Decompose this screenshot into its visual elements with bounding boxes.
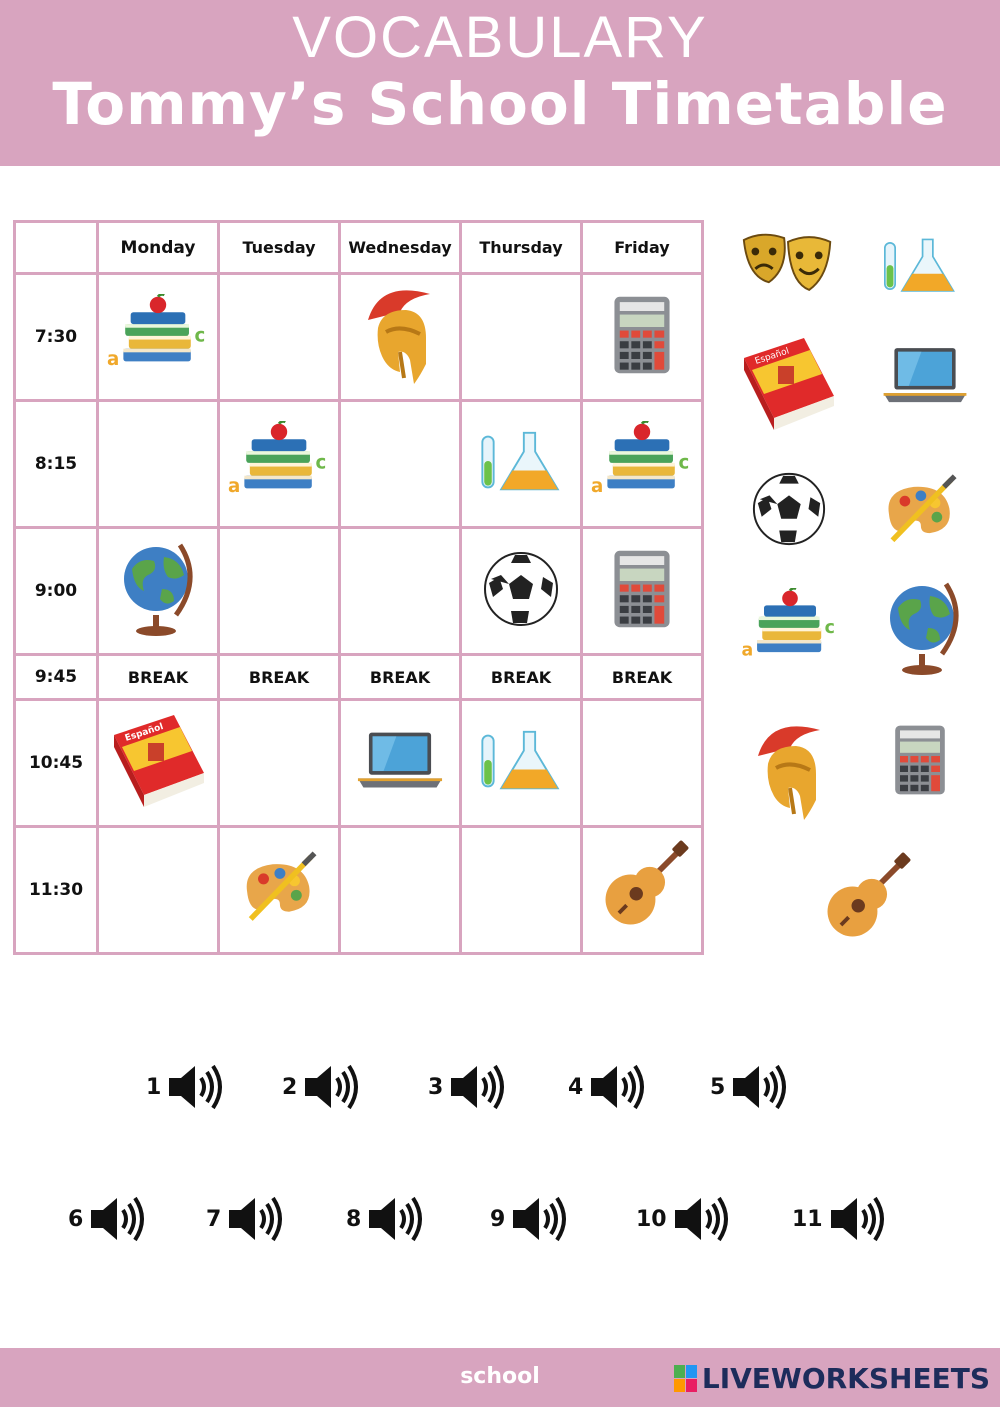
audio-number: 5 — [710, 1074, 726, 1100]
football-icon[interactable] — [750, 470, 828, 548]
drop-cell[interactable] — [582, 827, 703, 954]
audio-number: 10 — [636, 1206, 667, 1232]
speaker-icon — [587, 1062, 647, 1112]
helmet-icon[interactable] — [750, 716, 830, 826]
audio-button-5[interactable] — [710, 1062, 789, 1112]
audio-number: 6 — [68, 1206, 84, 1232]
drop-cell[interactable] — [219, 528, 340, 655]
timetable-header-row — [15, 222, 703, 274]
calculator-icon — [610, 549, 674, 629]
live-logo-icon — [674, 1365, 698, 1393]
audio-number: 4 — [568, 1074, 584, 1100]
audio-button-11[interactable] — [792, 1194, 887, 1244]
spanish-book-icon[interactable] — [738, 334, 838, 434]
helmet-icon — [360, 280, 440, 390]
break-cell: BREAK — [461, 655, 582, 700]
drop-cell[interactable] — [98, 274, 219, 401]
drop-cell[interactable] — [219, 827, 340, 954]
globe-icon[interactable] — [884, 578, 964, 678]
drop-cell[interactable] — [461, 700, 582, 827]
time-cell: 9:45 — [15, 655, 98, 700]
drop-cell[interactable] — [582, 700, 703, 827]
day-monday: Monday — [98, 222, 219, 274]
timetable-row — [15, 827, 703, 954]
laptop-icon[interactable] — [880, 344, 970, 408]
theatre-masks-icon[interactable] — [740, 228, 836, 300]
calculator-icon[interactable] — [888, 724, 952, 796]
drop-cell[interactable] — [98, 827, 219, 954]
topic-label: school — [460, 1364, 540, 1389]
vocabulary-heading: VOCABULARY — [292, 5, 708, 70]
audio-number: 1 — [146, 1074, 162, 1100]
drop-cell[interactable] — [340, 528, 461, 655]
audio-button-8[interactable] — [346, 1194, 425, 1244]
drop-cell[interactable] — [582, 528, 703, 655]
timetable-row — [15, 401, 703, 528]
break-cell: BREAK — [340, 655, 461, 700]
drop-cell[interactable] — [461, 827, 582, 954]
books-icon — [587, 421, 697, 503]
speaker-icon — [225, 1194, 285, 1244]
palette-icon — [238, 851, 320, 925]
speaker-icon — [301, 1062, 361, 1112]
drop-cell[interactable] — [340, 401, 461, 528]
day-wednesday: Wednesday — [340, 222, 461, 274]
audio-number: 2 — [282, 1074, 298, 1100]
guitar-icon — [594, 840, 690, 936]
liveworksheets-logo[interactable] — [674, 1362, 990, 1395]
football-icon — [481, 549, 561, 629]
time-cell: 9:00 — [15, 528, 98, 655]
time-cell: 8:15 — [15, 401, 98, 528]
break-row — [15, 655, 703, 700]
drop-cell[interactable] — [219, 274, 340, 401]
header-banner — [0, 0, 1000, 166]
drop-cell[interactable] — [219, 401, 340, 528]
footer-bar — [0, 1348, 1000, 1407]
audio-button-6[interactable] — [68, 1194, 147, 1244]
drop-cell[interactable] — [98, 401, 219, 528]
globe-icon — [118, 539, 198, 639]
audio-number: 7 — [206, 1206, 222, 1232]
drop-cell[interactable] — [582, 401, 703, 528]
day-tuesday: Tuesday — [219, 222, 340, 274]
palette-icon[interactable] — [880, 474, 960, 546]
guitar-icon[interactable] — [816, 852, 912, 948]
drop-cell[interactable] — [461, 528, 582, 655]
speaker-icon — [729, 1062, 789, 1112]
drop-cell[interactable] — [582, 274, 703, 401]
speaker-icon — [87, 1194, 147, 1244]
drop-cell[interactable] — [340, 274, 461, 401]
speaker-icon — [165, 1062, 225, 1112]
corner-cell — [15, 222, 98, 274]
audio-button-4[interactable] — [568, 1062, 647, 1112]
drop-cell[interactable] — [461, 274, 582, 401]
books-icon — [103, 294, 213, 376]
spanish-book-icon — [108, 711, 208, 811]
laptop-icon — [354, 729, 446, 793]
books-icon — [224, 421, 334, 503]
time-cell: 11:30 — [15, 827, 98, 954]
break-cell: BREAK — [98, 655, 219, 700]
speaker-icon — [827, 1194, 887, 1244]
audio-button-1[interactable] — [146, 1062, 225, 1112]
timetable — [13, 220, 704, 955]
audio-button-3[interactable] — [428, 1062, 507, 1112]
day-friday: Friday — [582, 222, 703, 274]
audio-number: 11 — [792, 1206, 823, 1232]
time-cell: 7:30 — [15, 274, 98, 401]
time-cell: 10:45 — [15, 700, 98, 827]
day-thursday: Thursday — [461, 222, 582, 274]
audio-button-7[interactable] — [206, 1194, 285, 1244]
drop-cell[interactable] — [98, 528, 219, 655]
speaker-icon — [671, 1194, 731, 1244]
audio-number: 9 — [490, 1206, 506, 1232]
calculator-icon — [610, 295, 674, 375]
drop-cell[interactable] — [340, 700, 461, 827]
flask-icon[interactable] — [880, 236, 960, 296]
audio-button-2[interactable] — [282, 1062, 361, 1112]
flask-icon — [478, 429, 564, 495]
drop-cell[interactable] — [98, 700, 219, 827]
audio-number: 8 — [346, 1206, 362, 1232]
break-cell: BREAK — [219, 655, 340, 700]
audio-button-9[interactable] — [490, 1194, 569, 1244]
audio-number: 3 — [428, 1074, 444, 1100]
flask-icon — [478, 728, 564, 794]
audio-button-10[interactable] — [636, 1194, 731, 1244]
drop-cell[interactable] — [461, 401, 582, 528]
page-title: Tommy’s School Timetable — [52, 70, 948, 138]
timetable-row — [15, 528, 703, 655]
drop-cell[interactable] — [219, 700, 340, 827]
speaker-icon — [509, 1194, 569, 1244]
break-cell: BREAK — [582, 655, 703, 700]
drop-cell[interactable] — [340, 827, 461, 954]
timetable-row — [15, 700, 703, 827]
brand-name: LIVEWORKSHEETS — [701, 1362, 990, 1395]
books-icon[interactable] — [738, 588, 842, 666]
timetable-row — [15, 274, 703, 401]
speaker-icon — [365, 1194, 425, 1244]
speaker-icon — [447, 1062, 507, 1112]
